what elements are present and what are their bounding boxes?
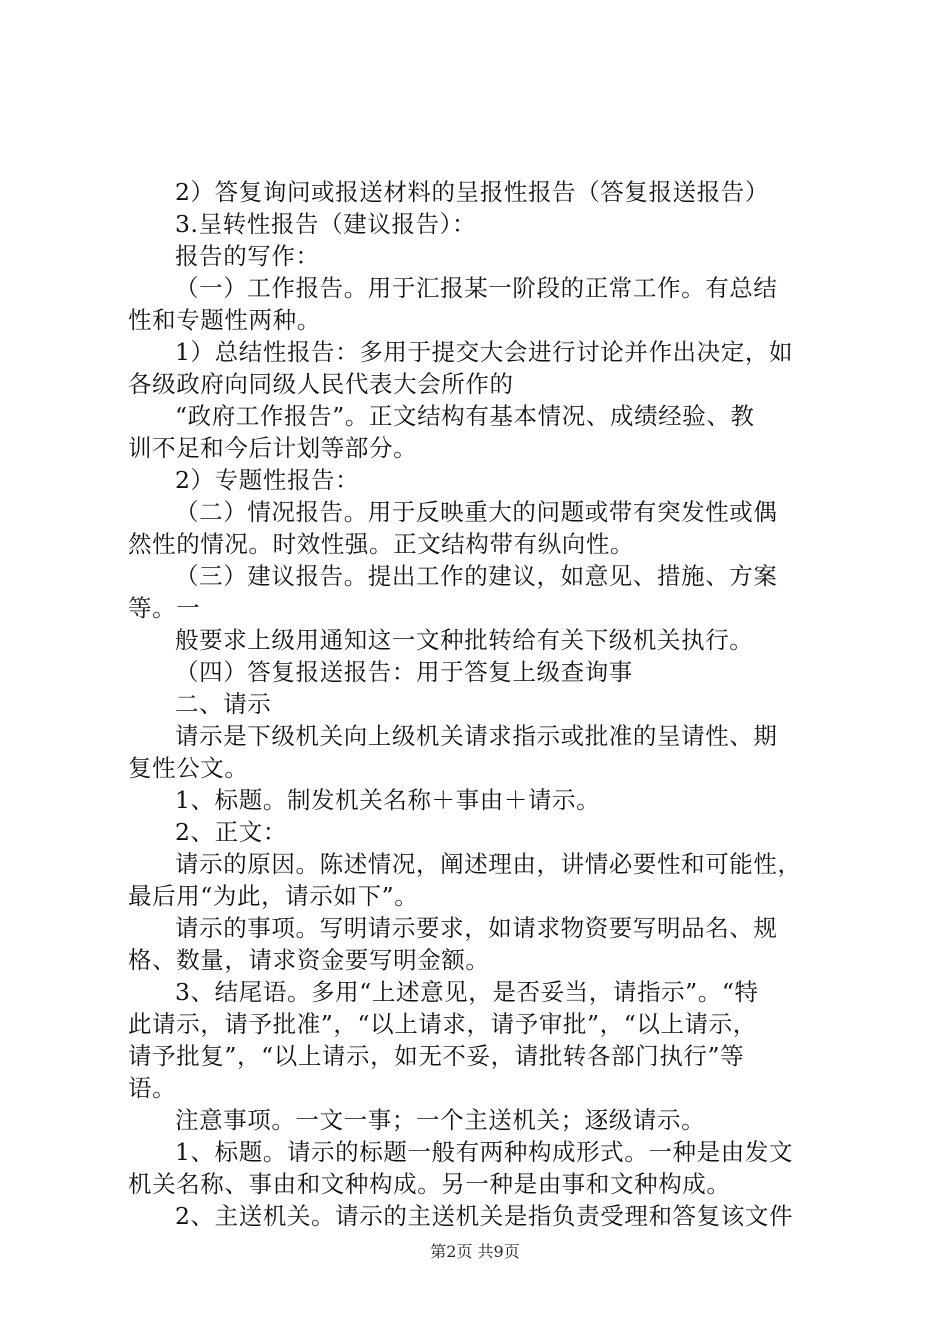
text-line: 1、标题。请示的标题一般有两种构成形式。一种是由发文 [175, 1138, 794, 1166]
text-line: 3、结尾语。多用“上述意见，是否妥当，请指示”。“特 [175, 978, 759, 1006]
text-line: 3.呈转性报告（建议报告）： [175, 210, 477, 238]
text-line: 般要求上级用通知这一文种批转给有关下级机关执行。 [175, 626, 754, 654]
text-line: 等。一 [128, 594, 201, 622]
text-line: （一）工作报告。用于汇报某一阶段的正常工作。有总结 [175, 274, 778, 302]
text-line: 机关名称、事由和文种构成。另一种是由事和文种构成。 [128, 1170, 731, 1198]
text-line: 2、正文： [175, 818, 287, 846]
text-line: 报告的写作： [175, 242, 320, 270]
text-line: 训不足和今后计划等部分。 [128, 434, 418, 462]
text-line: 语。 [128, 1074, 177, 1102]
text-line: 性和专题性两种。 [128, 306, 321, 334]
text-line: 2）答复询问或报送材料的呈报性报告（答复报送报告） [175, 178, 769, 206]
text-line: 然性的情况。时效性强。正文结构带有纵向性。 [128, 530, 635, 558]
text-line: 请示是下级机关向上级机关请求指示或批准的呈请性、期 [175, 722, 778, 750]
text-line: 请示的事项。写明请示要求，如请求物资要写明品名、规 [175, 914, 778, 942]
text-line: 2、主送机关。请示的主送机关是指负责受理和答复该文件 [175, 1202, 794, 1230]
text-line: 请予批复”，“以上请示，如无不妥，请批转各部门执行”等 [128, 1042, 745, 1070]
text-line: 各级政府向同级人民代表大会所作的 [128, 370, 514, 398]
text-line: 注意事项。一文一事；一个主送机关；逐级请示。 [175, 1106, 706, 1134]
section-heading: 二、请示 [175, 690, 272, 718]
text-line: 2）专题性报告： [175, 466, 360, 494]
text-line: （四）答复报送报告：用于答复上级查询事 [175, 658, 633, 686]
page-footer: 第2页 共9页 [430, 1242, 520, 1261]
text-line: 此请示，请予批准”，“以上请求，请予审批”，“以上请示， [128, 1010, 757, 1038]
text-line: 最后用“为此，请示如下”。 [128, 882, 419, 910]
text-line: 复性公文。 [128, 754, 249, 782]
text-line: （二）情况报告。用于反映重大的问题或带有突发性或偶 [175, 498, 778, 526]
text-line: 1、标题。制发机关名称＋事由＋请示。 [175, 786, 601, 814]
text-line: （三）建议报告。提出工作的建议，如意见、措施、方案 [175, 562, 778, 590]
text-line: 请示的原因。陈述情况，阐述理由，讲情必要性和可能性， [175, 850, 802, 878]
text-line: “政府工作报告”。正文结构有基本情况、成绩经验、教 [175, 402, 755, 430]
text-line: 1）总结性报告：多用于提交大会进行讨论并作出决定，如 [175, 338, 794, 366]
text-line: 格、数量，请求资金要写明金额。 [128, 946, 490, 974]
